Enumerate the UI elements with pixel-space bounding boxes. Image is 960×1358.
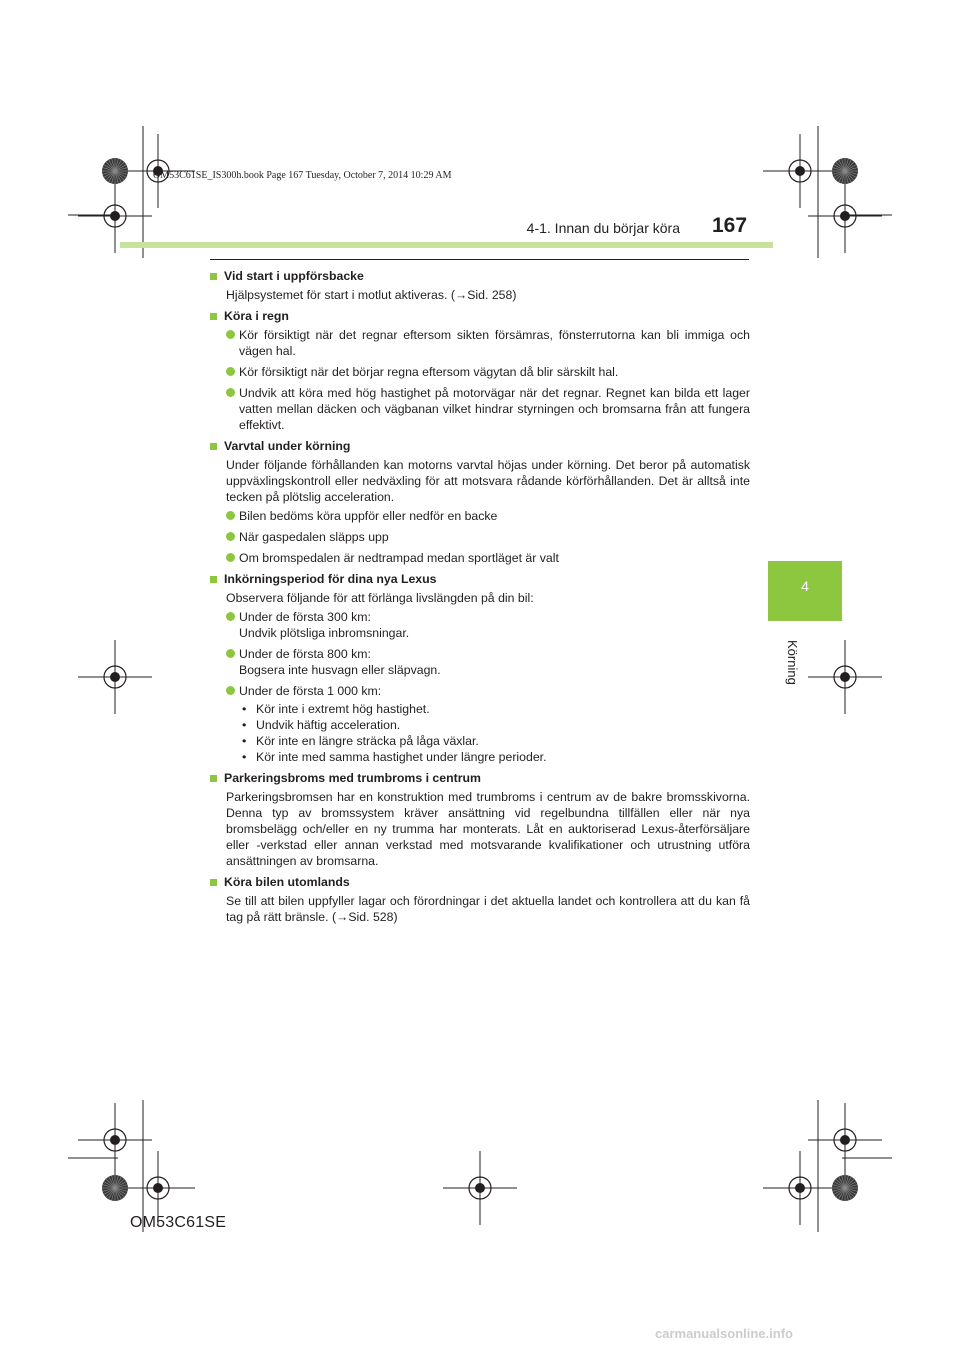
bullet-item: Om bromspedalen är nedtrampad medan sportläget är valt — [210, 550, 750, 566]
section-heading: Parkeringsbroms med trumbroms i centrum — [210, 770, 750, 786]
page-number: 167 — [712, 214, 748, 237]
sunburst-mark — [102, 1175, 128, 1201]
square-bullet-icon — [210, 879, 217, 886]
square-bullet-icon — [210, 576, 217, 583]
footer-code: OM53C61SE — [130, 1214, 227, 1231]
bullet-item — [210, 683, 750, 699]
round-bullet-icon — [226, 511, 235, 520]
sunburst-mark — [832, 158, 858, 184]
section-body: Se till att bilen uppfyller lagar och förordningar i det aktuella landet och kontrollera att du kan få tag på rätt bränsle. (→Sid. 528) — [226, 894, 750, 924]
chapter-tab — [768, 561, 842, 621]
sub-list — [210, 701, 750, 765]
small-bullet-icon: • — [242, 718, 247, 732]
section-body: Under följande förhållanden kan motorns varvtal höjas under körning. Det beror på automatisk uppväxlingskontroll eller nedväxling för att motsvara rådande körförhållanden. Det är alltså inte tecken på plötslig acceleration. — [226, 458, 750, 504]
section — [210, 268, 750, 303]
header-bar — [120, 242, 773, 248]
watermark: carmanualsonline.info — [655, 1326, 793, 1341]
bullet-line: Bogsera inte husvagn eller släpvagn. — [239, 663, 441, 677]
bullet-item: Undvik att köra med hög hastighet på motorvägar när det regnar. Regnet kan bilda ett lager vatten mellan däcken och vägbanan vilket hindrar styrningen och bromsarna från att fungera effektivt. — [210, 385, 750, 433]
bullet-item: Kör försiktigt när det regnar eftersom sikten försämras, fönsterrutorna kan bli immiga och vägen hal. — [210, 327, 750, 359]
bullet-item: Bilen bedöms köra uppför eller nedför en backe — [210, 508, 750, 524]
bullet-item — [210, 609, 750, 641]
bullet-line: Under de första 300 km: — [239, 610, 371, 624]
section — [210, 438, 750, 566]
sunburst-mark — [832, 1175, 858, 1201]
section — [210, 874, 750, 925]
section-heading: Vid start i uppförsbacke — [210, 268, 750, 284]
bullet-line: Undvik plötsliga inbromsningar. — [239, 626, 410, 640]
crosshair-mark — [443, 1151, 517, 1225]
section-body: Observera följande för att förlänga livslängden på din bil: — [226, 591, 534, 605]
sunburst-mark — [102, 158, 128, 184]
small-bullet-icon: • — [242, 750, 247, 764]
section-heading: Köra i regn — [210, 308, 750, 324]
chapter-label-text: Körning — [785, 640, 800, 685]
crosshair-mark — [78, 640, 152, 714]
round-bullet-icon — [226, 649, 235, 658]
round-bullet-icon — [226, 367, 235, 376]
round-bullet-icon — [226, 388, 235, 397]
bullet-item: När gaspedalen släpps upp — [210, 529, 750, 545]
section-body: Hjälpsystemet för start i motlut aktiveras. (→Sid. 258) — [226, 288, 517, 302]
crosshair-mark — [763, 134, 837, 208]
square-bullet-icon — [210, 273, 217, 280]
main-content — [210, 268, 750, 930]
section — [210, 571, 750, 765]
section-heading: Köra bilen utomlands — [210, 874, 750, 890]
round-bullet-icon — [226, 612, 235, 621]
sub-item: • Undvik häftig acceleration. — [242, 718, 401, 732]
crosshair-mark — [808, 179, 882, 253]
round-bullet-icon — [226, 553, 235, 562]
crosshair-mark — [763, 1151, 837, 1225]
small-bullet-icon: • — [242, 734, 247, 748]
bullet-line: Under de första 1 000 km: — [239, 684, 382, 698]
header-rule — [210, 259, 749, 260]
sub-item: • Kör inte en längre sträcka på låga växlar. — [242, 734, 479, 748]
sub-item: • Kör inte med samma hastighet under längre perioder. — [242, 750, 547, 764]
print-info: OM53C61SE_IS300h.book Page 167 Tuesday, October 7, 2014 10:29 AM — [153, 170, 452, 181]
small-bullet-icon: • — [242, 702, 247, 716]
square-bullet-icon — [210, 313, 217, 320]
bullet-item: Kör försiktigt när det börjar regna eftersom vägytan då blir särskilt hal. — [210, 364, 750, 380]
round-bullet-icon — [226, 330, 235, 339]
section-title: 4-1. Innan du börjar köra — [526, 220, 680, 236]
section — [210, 770, 750, 869]
square-bullet-icon — [210, 775, 217, 782]
round-bullet-icon — [226, 686, 235, 695]
crosshair-mark — [808, 1103, 882, 1177]
section-heading: Inkörningsperiod för dina nya Lexus — [210, 571, 750, 587]
bullet-item — [210, 646, 750, 678]
section-body: Parkeringsbromsen har en konstruktion med trumbroms i centrum av de bakre bromsskivorna. Denna typ av bromssystem kräver ansättning vid regelbundna tillfällen eller när nya bromsbelägg och/eller en ny trumma har monterats. Låt en auktoriserad Lexus-återförsäljare eller -verkstad eller annan verkstad med motsvarande kvalifikationer och utrustning utföra ansättningen av bromsarna. — [226, 790, 750, 868]
chapter-number: 4 — [801, 578, 809, 594]
sub-item: • Kör inte i extremt hög hastighet. — [242, 702, 430, 716]
chapter-label — [780, 640, 804, 700]
square-bullet-icon — [210, 443, 217, 450]
section-heading: Varvtal under körning — [210, 438, 750, 454]
crosshair-mark — [808, 640, 882, 714]
crosshair-mark — [78, 1103, 152, 1177]
section — [210, 308, 750, 433]
round-bullet-icon — [226, 532, 235, 541]
bullet-line: Under de första 800 km: — [239, 647, 371, 661]
